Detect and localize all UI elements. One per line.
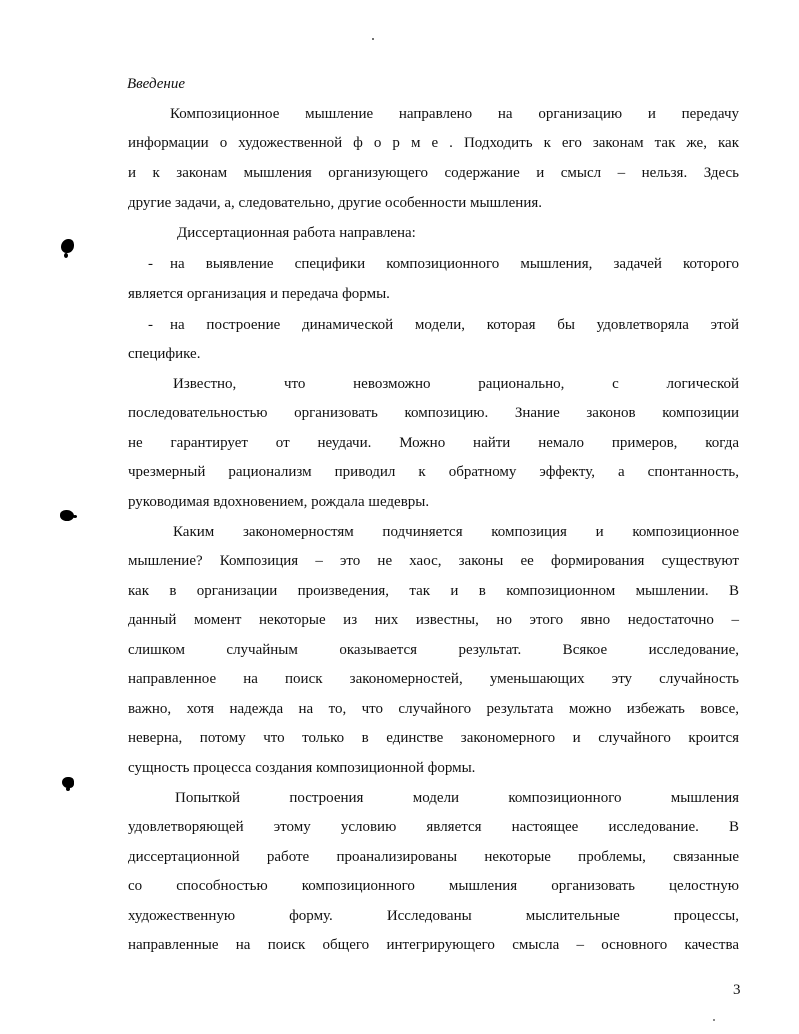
list-item-line: на выявление специфики композиционного мышления, задачей которого [170,256,739,272]
text-line: и к законам мышления организующего содержание и смысл – нельзя. Здесь [128,165,739,181]
text-line: художественную форму. Исследованы мыслительные процессы, [128,908,739,924]
text-line: Композиционное мышление направлено на организацию и передачу [170,106,739,122]
scan-speck [713,1019,715,1021]
text-line: мышление? Композиция – это не хаос, законы ее формирования существуют [128,553,739,569]
section-heading: Введение [127,76,185,92]
text-line: удовлетворяющей этому условию является настоящее исследование. В [128,819,739,835]
text-line: неверна, потому что только в единстве закономерного и случайного кроится [128,730,739,746]
ink-blot [66,787,70,791]
text-line: направленные на поиск общего интегрирующего смысла – основного качества [128,937,739,953]
list-dash: - [148,317,153,333]
list-dash: - [148,256,153,272]
scan-speck [372,38,374,40]
text-line: другие задачи, а, следовательно, другие особенности мышления. [128,195,543,211]
text-line: как в организации произведения, так и в композиционном мышлении. В [128,583,739,599]
text-line: не гарантирует от неудачи. Можно найти немало примеров, когда [128,435,739,451]
text-line: важно, хотя надежда на то, что случайного результата можно избежать вовсе, [128,701,739,717]
text-line: Попыткой построения модели композиционного мышления [175,790,739,806]
text-line: чрезмерный рационализм приводил к обратному эффекту, а спонтанность, [128,464,739,480]
ink-blot [64,253,68,258]
ink-blot [61,239,74,253]
text-line: Известно, что невозможно рационально, с логической [173,376,739,392]
ink-blot [73,515,77,518]
text-line: информации о художественной ф о р м е . Подходить к его законам так же, как [128,135,739,151]
text-line: данный момент некоторые из них известны, но этого явно недостаточно – [128,612,739,628]
text-line: диссертационной работе проанализированы некоторые проблемы, связанные [128,849,739,865]
text-line: руководимая вдохновением, рождала шедевры. [128,494,430,510]
text-line: со способностью композиционного мышления организовать целостную [128,878,739,894]
text-line: Каким закономерностям подчиняется композиция и композиционное [173,524,739,540]
list-item-line: специфике. [128,346,201,362]
text-line: последовательностью организовать композицию. Знание законов композиции [128,405,739,421]
page-number: 3 [733,982,741,998]
text-line: слишком случайным оказывается результат. Всякое исследование, [128,642,739,658]
text-line: сущность процесса создания композиционной формы. [128,760,476,776]
list-item-line: на построение динамической модели, которая бы удовлетворяла этой [170,317,739,333]
ink-blot [60,510,74,521]
list-item-line: является организация и передача формы. [128,286,390,302]
text-line: направленное на поиск закономерностей, уменьшающих эту случайность [128,671,739,687]
text-line: Диссертационная работа направлена: [177,225,416,241]
